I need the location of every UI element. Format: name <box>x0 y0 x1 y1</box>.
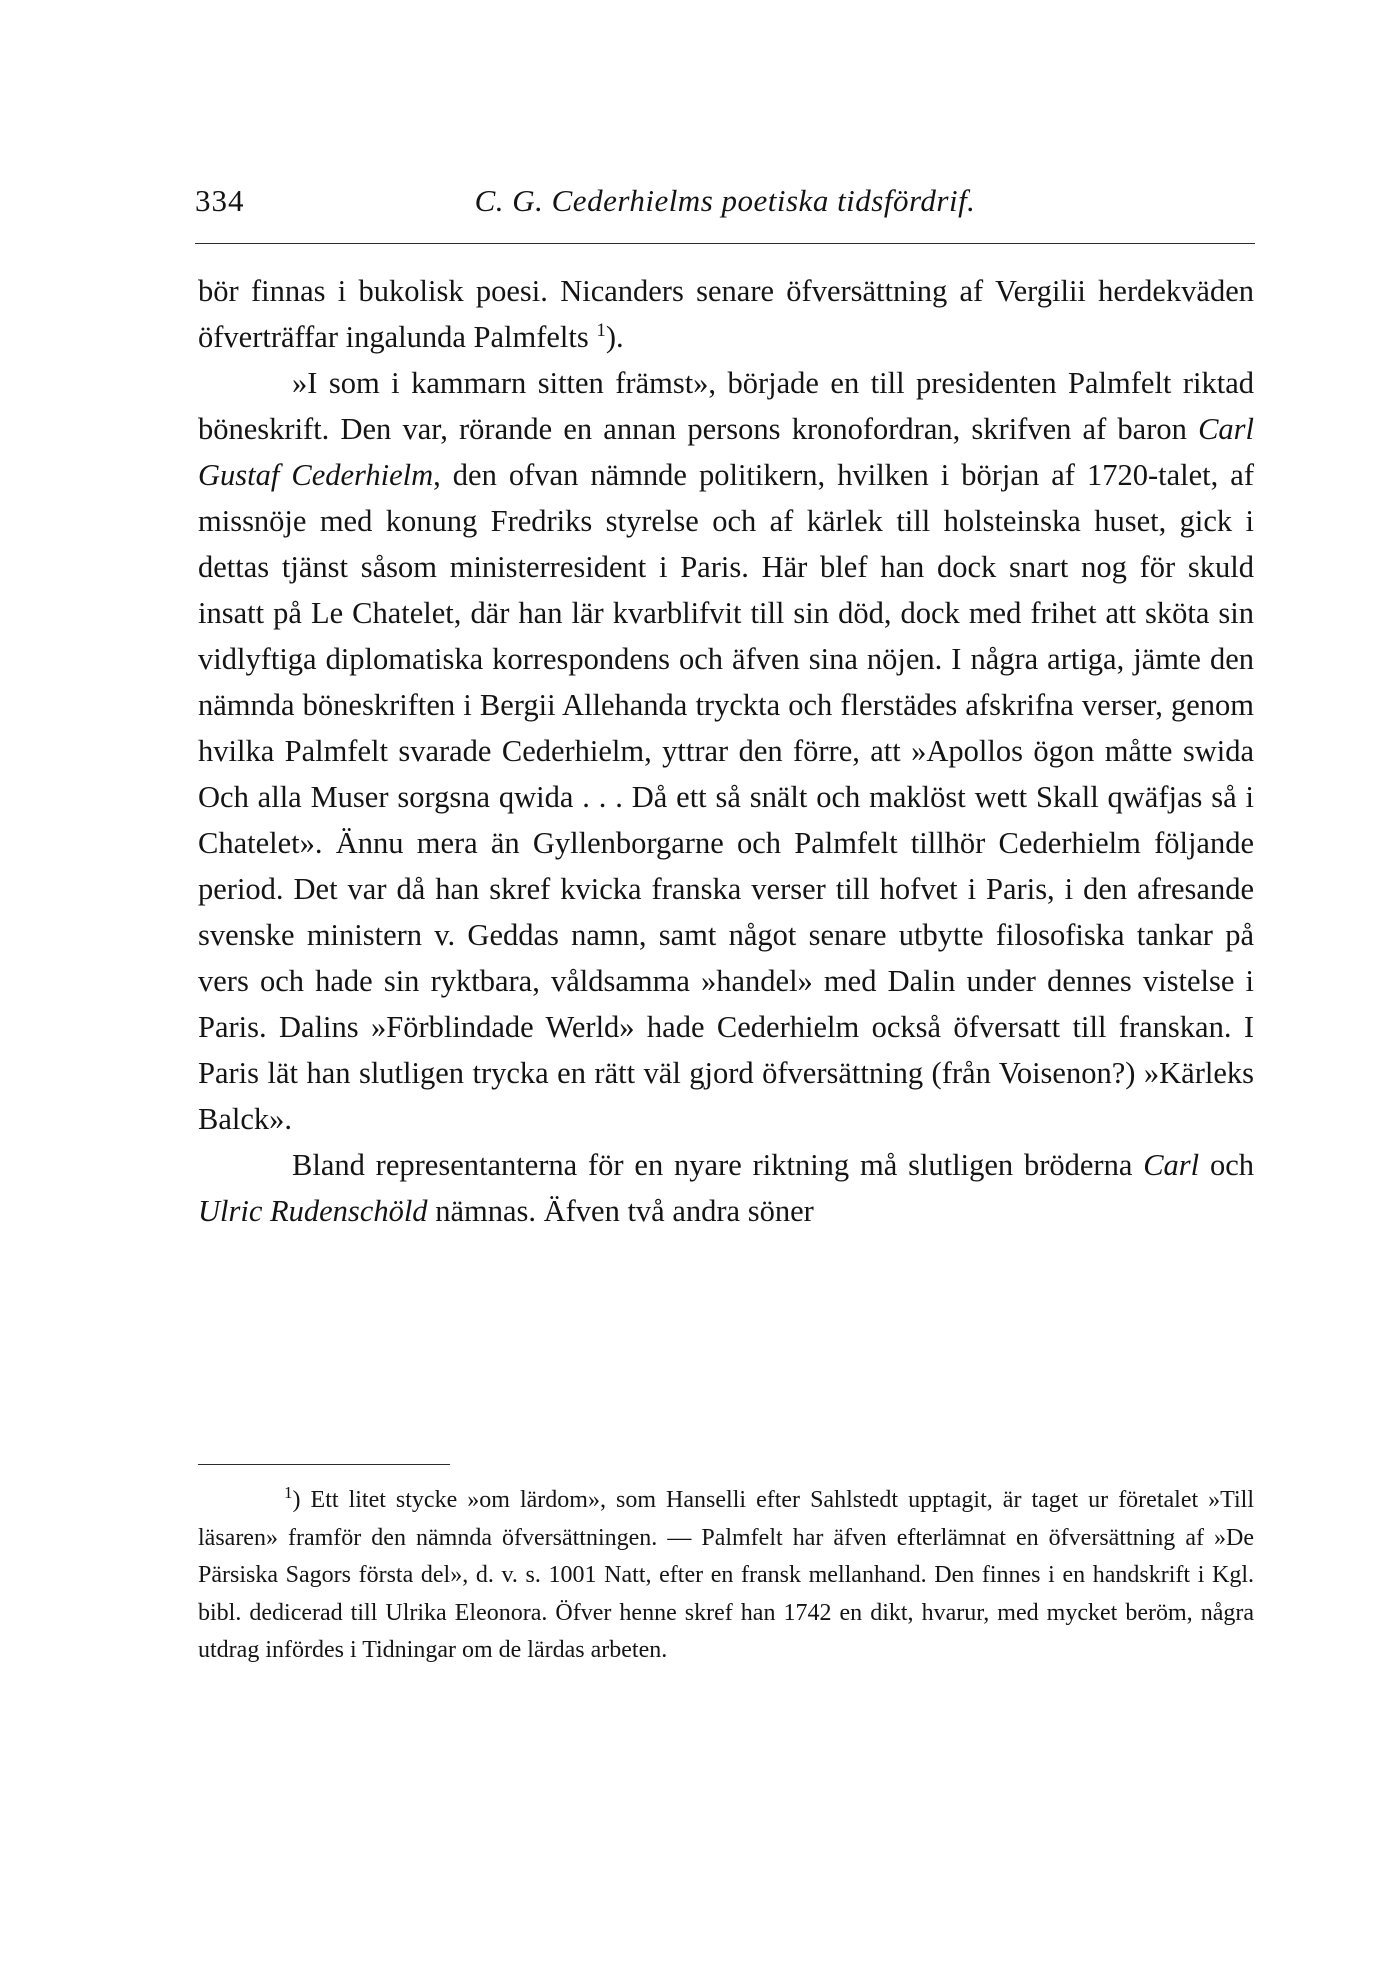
footnote-rule <box>198 1464 450 1465</box>
paragraph-1-text-2: ). <box>605 320 624 354</box>
paragraph-1-text-1: bör finnas i bukolisk poesi. Nicanders senare öfversättning af Vergilii herdekväden öfverträffar ingalunda Palmfelts <box>198 274 1254 354</box>
footnote-marker: 1 <box>284 1483 293 1502</box>
paragraph-3-text-2: och <box>1199 1148 1254 1182</box>
footnote-text: ) Ett litet stycke »om lärdom», som Hanselli efter Sahlstedt upptagit, är taget ur företalet »Till läsaren» framför den nämnda öfversättningen. — Palmfelt har äfven efterlämnat en öfversättning af »De Pärsiska Sagors första del», d. v. s. 1001 Natt, efter en fransk mellanhand. Den finnes i en handskrift i Kgl. bibl. dedicerad till Ulrika Eleonora. Öfver henne skref han 1742 en dikt, hvarur, med mycket beröm, några utdrag infördes i Tidningar om de lärdas arbeten. <box>198 1487 1254 1663</box>
footnote-reference: 1 <box>596 319 606 341</box>
paragraph-3-text-3: nämnas. Äfven två andra söner <box>427 1194 814 1228</box>
body-text <box>198 268 1254 1234</box>
person-name-carl: Carl <box>1143 1148 1200 1182</box>
person-name-cederhielm: Carl Gustaf Cederhielm <box>198 412 1254 492</box>
paragraph-1 <box>198 268 1254 360</box>
paragraph-2-text-1: »I som i kammarn sitten främst», började en till presidenten Palmfelt riktad böneskrift. Den var, rörande en annan persons kronofordran, skrifven af baron <box>198 366 1254 446</box>
paragraph-2 <box>198 360 1254 1142</box>
footnote <box>198 1482 1254 1670</box>
paragraph-3 <box>198 1142 1254 1234</box>
paragraph-3-text-1: Bland representanterna för en nyare riktning må slutligen bröderna <box>292 1148 1144 1182</box>
person-name-ulric-rudenschold: Ulric Rudenschöld <box>198 1194 428 1228</box>
running-head <box>195 183 1255 231</box>
header-rule <box>195 243 1255 244</box>
running-title: C. G. Cederhielms poetiska tidsfördrif. <box>474 183 976 218</box>
page-number: 334 <box>195 183 245 218</box>
paragraph-2-text-2: , den ofvan nämnde politikern, hvilken i början af 1720-talet, af missnöje med konung Fredriks styrelse och af kärlek till holsteinska huset, gick i dettas tjänst såsom ministerresident i Paris. Här blef han dock snart nog för skuld insatt på Le Chatelet, där han lär kvarblifvit till sin död, dock med frihet att sköta sin vidlyftiga diplomatiska korrespondens och äfven sina nöjen. I några artiga, jämte den nämnda böneskriften i Bergii Allehanda tryckta och flerstädes afskrifna verser, genom hvilka Palmfelt svarade Cederhielm, yttrar den förre, att »Apollos ögon måtte swida Och alla Muser sorgsna qwida . . . Då ett så snält och maklöst wett Skall qwäfjas så i Chatelet». Ännu mera än Gyllenborgarne och Palmfelt tillhör Cederhielm följande period. Det var då han skref kvicka franska verser till hofvet i Paris, i den afresande svenske ministern v. Geddas namn, samt något senare utbytte filosofiska tankar på vers och hade sin ryktbara, våldsamma »handel» med Dalin under dennes vistelse i Paris. Dalins »Förblindade Werld» hade Cederhielm också öfversatt till franskan. I Paris lät han slutligen trycka en rätt väl gjord öfversättning (från Voisenon?) »Kärleks Balck». <box>198 458 1254 1136</box>
